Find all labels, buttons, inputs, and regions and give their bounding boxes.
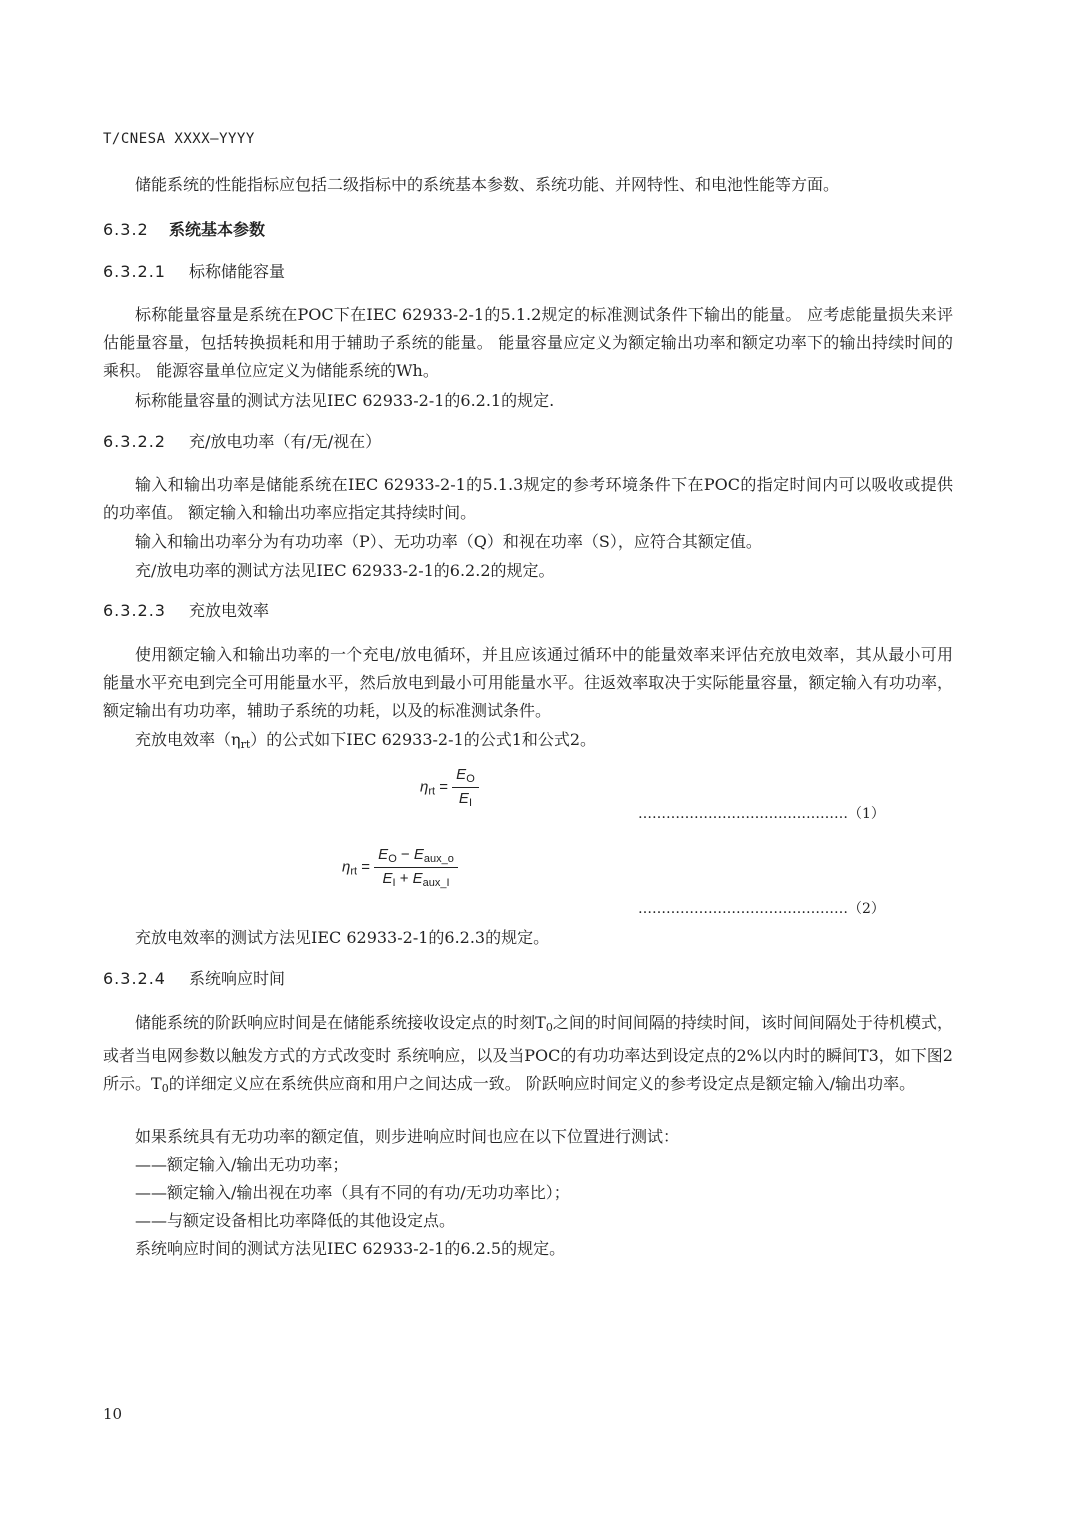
list-item: ——额定输入/输出视在功率（具有不同的有功/无功功率比）； (135, 1183, 570, 1202)
section-number: 6.3.2 (103, 220, 149, 239)
efficiency-formula-intro (103, 728, 596, 757)
power-types-paragraph: 输入和输出功率分为有功功率（P）、无功功率（Q）和视在功率（S），应符合其额定值。 (135, 532, 762, 551)
text-fragment: 之间的时间间隔的持续时间，该时间间隔处于待机模式，或者当电网参数以触发方式的方式改变时 系统响应，以及当POC的有功功率达到设定点的2%以内时的瞬间T3，如下图2所示。T (103, 1013, 953, 1093)
section-number: 6.3.2.1 (103, 262, 166, 281)
subscript: I (392, 877, 396, 889)
document-code-header: T/CNESA XXXX—YYYY (103, 131, 255, 147)
formula-number: （1） (848, 806, 885, 822)
power-definition-paragraph (103, 471, 953, 527)
section-number: 6.3.2.3 (103, 601, 166, 620)
section-heading-6-3-2-4 (103, 967, 285, 991)
subscript: 0 (545, 1021, 553, 1034)
section-heading-6-3-2-3 (103, 599, 269, 623)
formula-1 (420, 766, 479, 809)
subscript: O (388, 853, 397, 865)
denominator (452, 788, 479, 809)
paragraph-text: 标称能量容量是系统在POC下在IEC 62933-2-1的5.1.2规定的标准测试条件下输出的能量。 应考虑能量损失来评估能量容量，包括转换损耗和用于辅助子系统的能量。 能量容量应定义为额定输出功率和额定功率下的输出持续时间的乘积。 能源容量单位应定义为储能系统的Wh。 (103, 305, 953, 380)
symbol-e: E (412, 870, 423, 887)
fraction (452, 766, 479, 809)
symbol-e: E (458, 790, 469, 807)
leader-dots: ……………………………………… (638, 806, 848, 822)
formula-lhs-subscript: rt (350, 865, 358, 878)
intro-paragraph: 储能系统的性能指标应包括二级指标中的系统基本参数、系统功能、并网特性、和电池性能等方面。 (135, 175, 840, 194)
section-number: 6.3.2.4 (103, 969, 166, 988)
page-number: 10 (103, 1405, 123, 1423)
section-heading-6-3-2-1 (103, 260, 285, 284)
numerator (452, 766, 479, 788)
formula-lhs: η (420, 778, 429, 796)
symbol-e: E (456, 766, 467, 783)
formula-lhs-subscript: rt (428, 785, 436, 798)
eta-symbol: η (231, 730, 241, 749)
section-title: 系统基本参数 (169, 220, 266, 239)
equals-sign: = (439, 778, 448, 796)
equals-sign: = (361, 858, 370, 876)
subscript: aux_o (423, 853, 454, 865)
symbol-e: E (382, 870, 393, 887)
section-heading-6-3-2 (103, 218, 265, 242)
minus-sign: − (400, 846, 410, 863)
formula-1-leader (638, 803, 885, 823)
leader-dots: ……………………………………… (638, 901, 848, 917)
plus-sign: + (399, 870, 409, 887)
symbol-e: E (413, 846, 424, 863)
text-fragment: 的详细定义应在系统供应商和用户之间达成一致。 阶跃响应时间定义的参考设定点是额定输入/输出功率。 (168, 1074, 916, 1093)
nominal-capacity-test-method: 标称能量容量的测试方法见IEC 62933-2-1的6.2.1的规定. (135, 391, 555, 410)
section-number: 6.3.2.2 (103, 432, 166, 451)
efficiency-test-method: 充放电效率的测试方法见IEC 62933-2-1的6.2.3的规定。 (135, 928, 550, 947)
section-title: 充放电效率 (189, 601, 270, 620)
list-item: ——额定输入/输出无功功率； (135, 1155, 349, 1174)
symbol-e: E (378, 846, 389, 863)
reactive-power-intro: 如果系统具有无功功率的额定值，则步进响应时间也应在以下位置进行测试： (135, 1127, 680, 1146)
response-time-paragraph (103, 1009, 953, 1103)
efficiency-paragraph (103, 641, 953, 725)
text-fragment: 充放电效率（ (135, 730, 232, 749)
subscript: aux_I (422, 877, 450, 889)
eta-subscript: rt (240, 738, 251, 751)
formula-number: （2） (848, 901, 885, 917)
subscript: O (466, 773, 475, 785)
response-time-test-method: 系统响应时间的测试方法见IEC 62933-2-1的6.2.5的规定。 (135, 1239, 566, 1258)
section-title: 标称储能容量 (189, 262, 286, 281)
denominator (374, 868, 458, 889)
fraction (374, 846, 458, 889)
text-fragment: 储能系统的阶跃响应时间是在储能系统接收设定点的时刻T (135, 1013, 546, 1032)
section-title: 充/放电功率（有/无/视在） (189, 432, 382, 451)
subscript: I (468, 797, 472, 809)
section-title: 系统响应时间 (189, 969, 286, 988)
paragraph-text: 输入和输出功率是储能系统在IEC 62933-2-1的5.1.3规定的参考环境条件下在POC的指定时间内可以吸收或提供的功率值。 额定输入和输出功率应指定其持续时间。 (103, 475, 953, 522)
text-fragment: ）的公式如下IEC 62933-2-1的公式1和公式2。 (250, 730, 597, 749)
formula-lhs: η (342, 858, 351, 876)
list-item: ——与额定设备相比功率降低的其他设定点。 (135, 1211, 456, 1230)
power-test-method: 充/放电功率的测试方法见IEC 62933-2-1的6.2.2的规定。 (135, 561, 555, 580)
paragraph-text (103, 1009, 953, 1103)
section-heading-6-3-2-2 (103, 430, 381, 454)
formula-2-leader (638, 898, 885, 918)
subscript: 0 (161, 1082, 169, 1095)
formula-2 (342, 846, 458, 889)
nominal-capacity-paragraph (103, 301, 953, 385)
paragraph-text: 使用额定输入和输出功率的一个充电/放电循环，并且应该通过循环中的能量效率来评估充放电效率，其从最小可用能量水平充电到完全可用能量水平，然后放电到最小可用能量水平。往返效率取决于实际能量容量，额定输入有功功率，额定输出有功功率，辅助子系统的功耗，以及的标准测试条件。 (103, 645, 953, 720)
numerator (374, 846, 458, 868)
